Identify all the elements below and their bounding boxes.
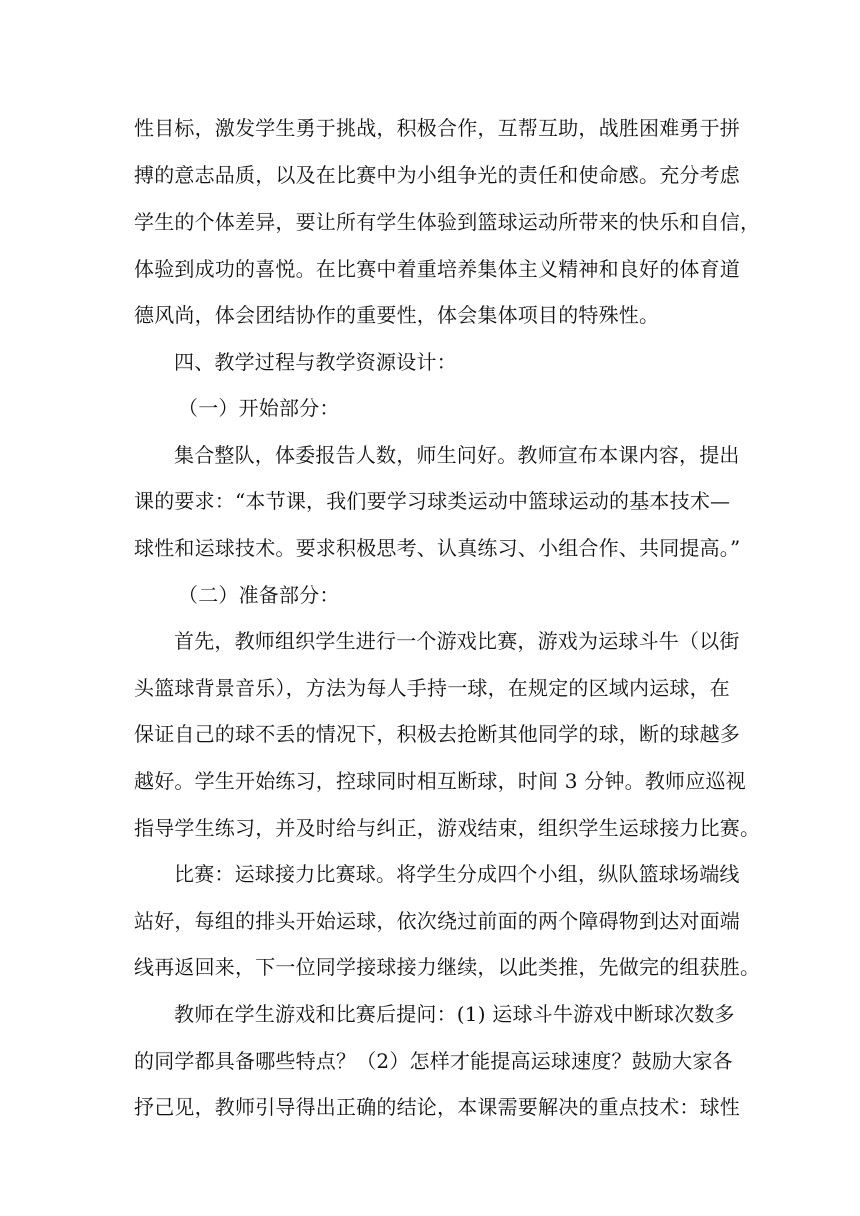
body-text-line: 学生的个体差异，要让所有学生体验到篮球运动所带来的快乐和自信， <box>134 210 761 234</box>
body-text-line: 头篮球背景音乐），方法为每人手持一球，在规定的区域内运球，在 <box>134 676 730 700</box>
body-text-line: 站好，每组的排头开始运球，依次绕过前面的两个障碍物到达对面端 <box>134 909 740 933</box>
body-text-line: 首先，教师组织学生进行一个游戏比赛，游戏为运球斗牛（以街 <box>174 629 740 653</box>
body-text-line: 的同学都具备哪些特点？（2）怎样才能提高运球速度？鼓励大家各 <box>134 1049 733 1073</box>
body-text-line: 球性和运球技术。要求积极思考、认真练习、小组合作、共同提高。” <box>134 536 741 560</box>
body-text-line: 保证自己的球不丢的情况下，积极去抢断其他同学的球，断的球越多 <box>134 722 740 746</box>
body-text-line: 指导学生练习，并及时给与纠正，游戏结束，组织学生运球接力比赛。 <box>134 816 761 840</box>
body-text-line: 教师在学生游戏和比赛后提问：(1) 运球斗牛游戏中断球次数多 <box>174 1002 735 1026</box>
body-text-line: 越好。学生开始练习，控球同时相互断球，时间 3 分钟。教师应巡视 <box>134 769 746 793</box>
body-text-line: 课的要求：“本节课，我们要学习球类运动中篮球运动的基本技术— <box>134 489 731 513</box>
section-heading: 四、教学过程与教学资源设计： <box>174 350 457 374</box>
subsection-heading: （二）准备部分： <box>178 583 340 607</box>
body-text-line: 比赛：运球接力比赛球。将学生分成四个小组，纵队篮球场端线 <box>174 862 740 886</box>
body-text-line: 德风尚，体会团结协作的重要性，体会集体项目的特殊性。 <box>134 303 660 327</box>
body-text-line: 集合整队，体委报告人数，师生问好。教师宣布本课内容，提出 <box>174 443 740 467</box>
body-text-line: 体验到成功的喜悦。在比赛中着重培养集体主义精神和良好的体育道 <box>134 257 740 281</box>
body-text-line: 线再返回来，下一位同学接球接力继续，以此类推，先做完的组获胜。 <box>134 955 761 979</box>
body-text-line: 性目标，激发学生勇于挑战，积极合作，互帮互助，战胜困难勇于拼 <box>134 116 740 140</box>
body-text-line: 抒己见，教师引导得出正确的结论，本课需要解决的重点技术：球性 <box>134 1095 740 1119</box>
body-text-line: 搏的意志品质，以及在比赛中为小组争光的责任和使命感。充分考虑 <box>134 163 740 187</box>
subsection-heading: （一）开始部分： <box>178 396 340 420</box>
